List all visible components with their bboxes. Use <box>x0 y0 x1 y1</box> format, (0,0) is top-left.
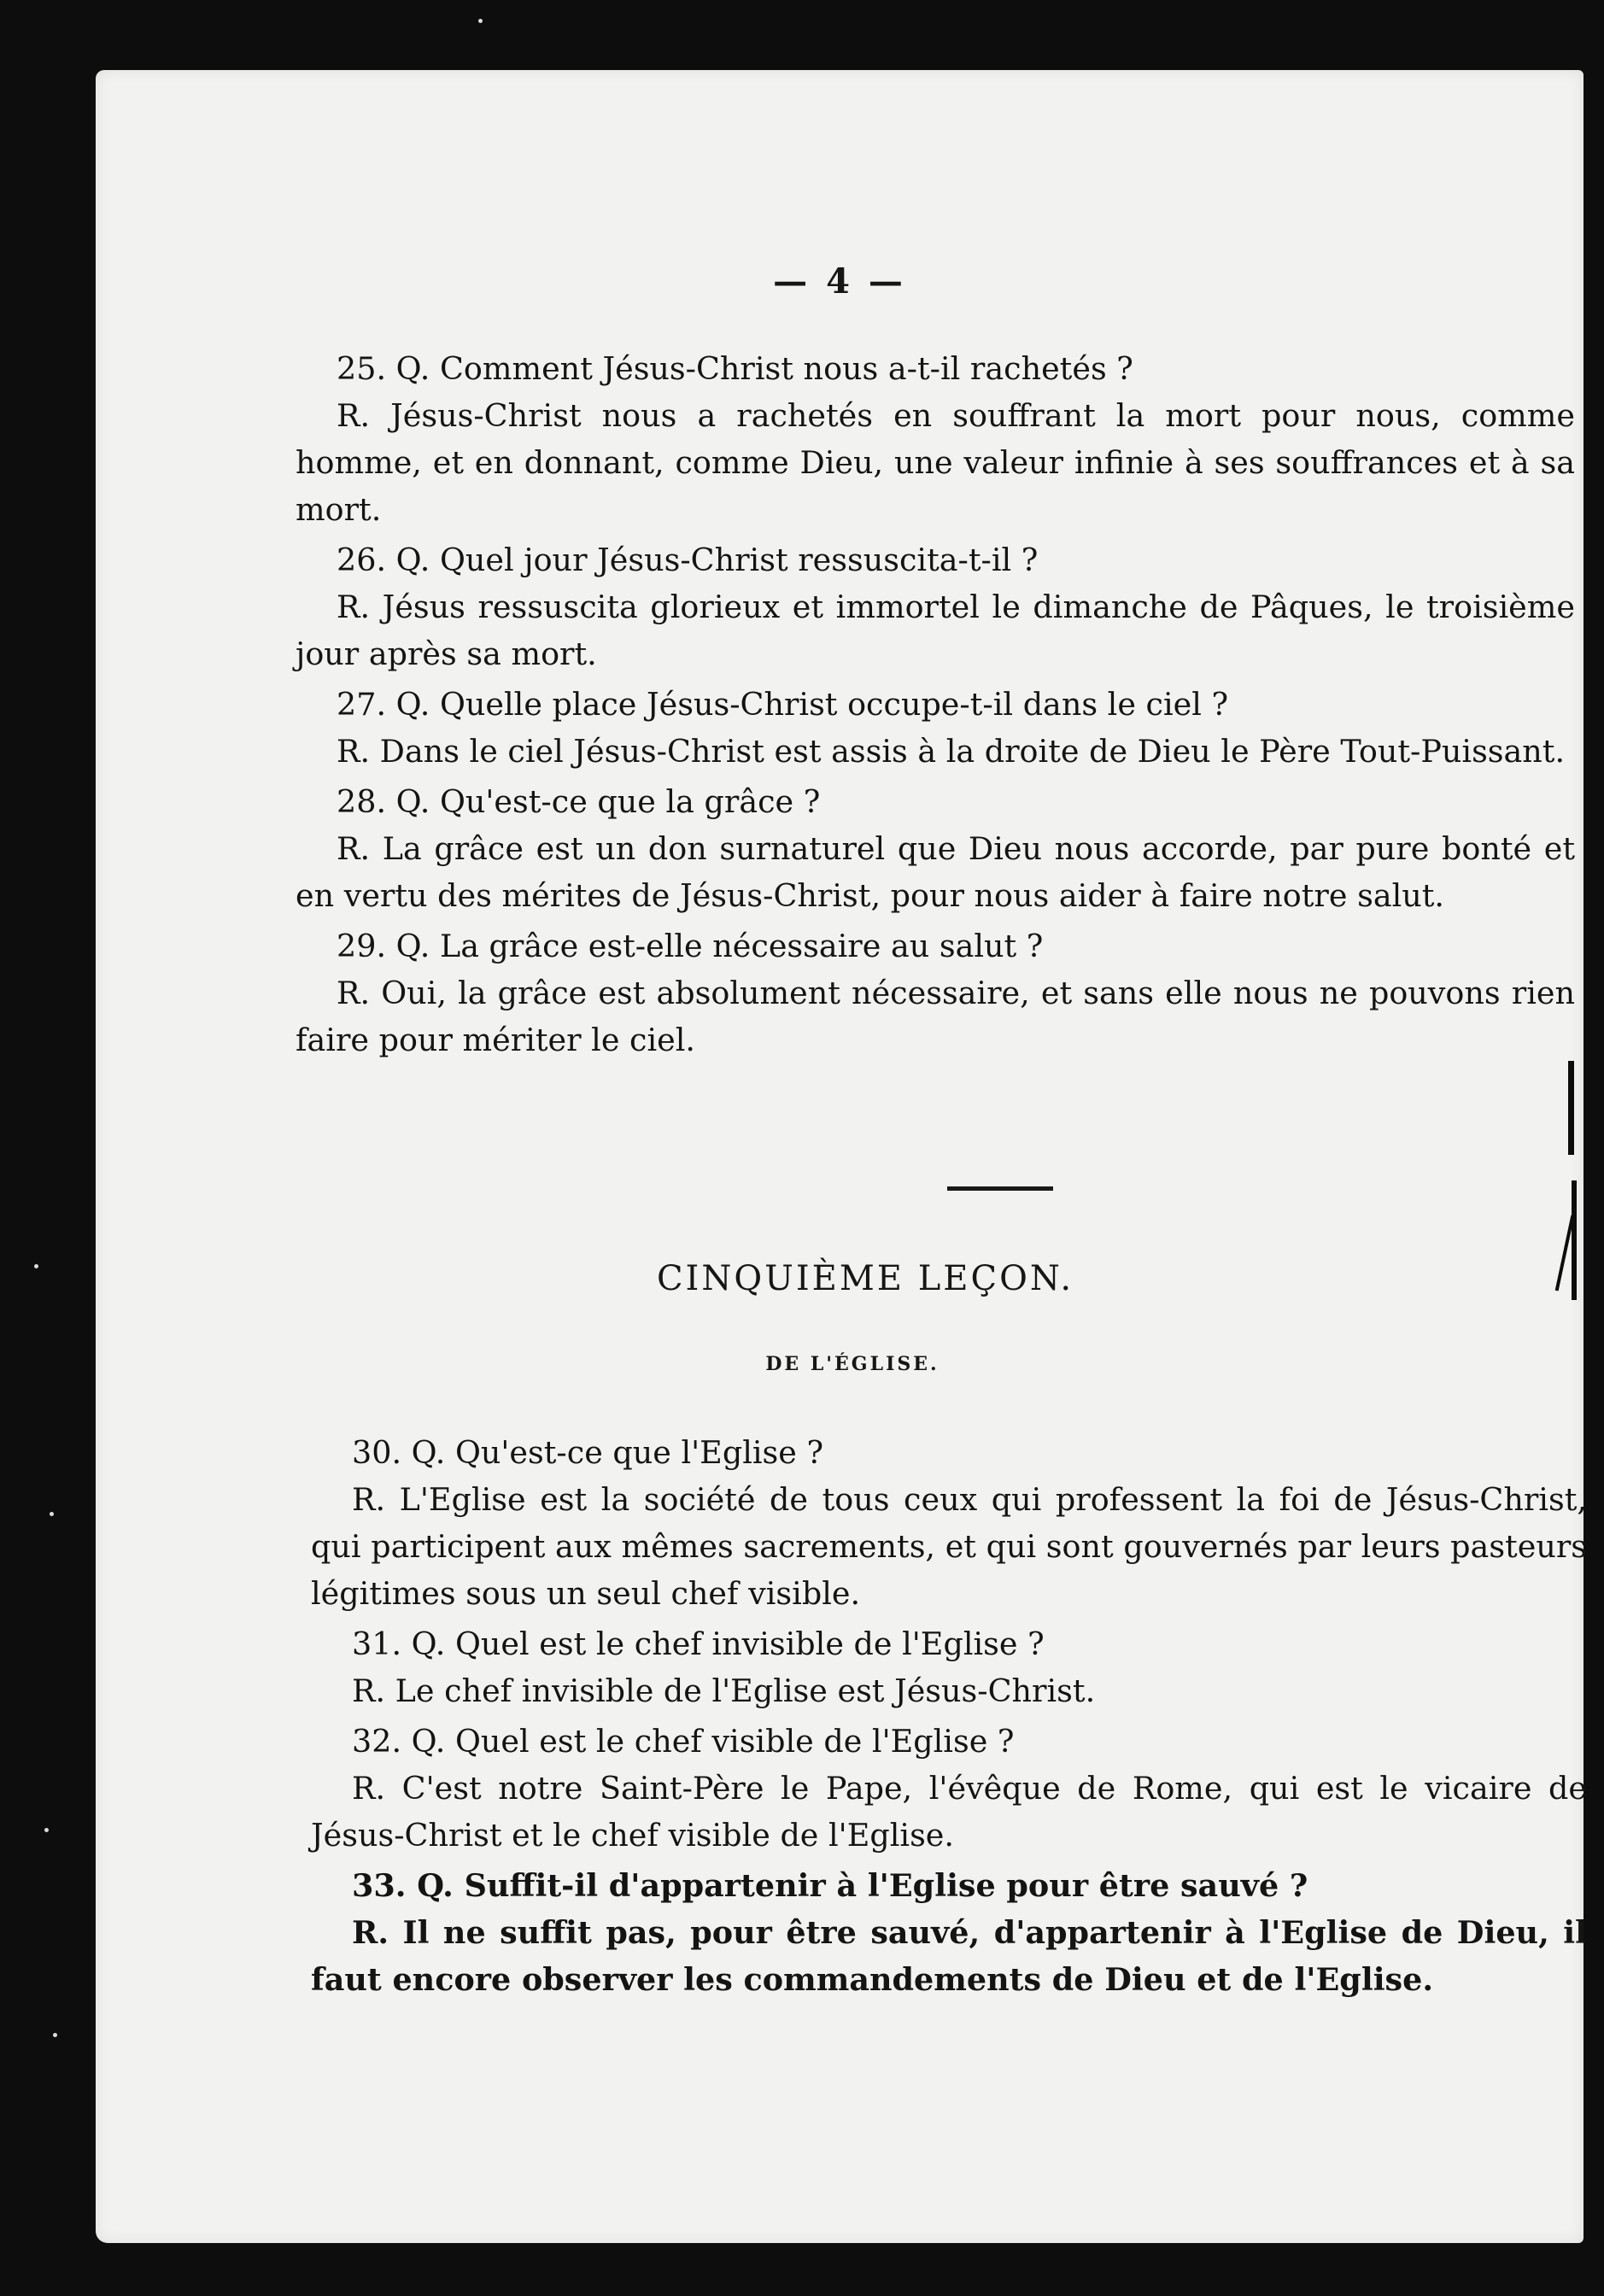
margin-mark <box>1568 1061 1574 1155</box>
answer-29: R. Oui, la grâce est absolument nécessaire, et sans elle nous ne pouvons rien faire pour mériter le ciel. <box>296 975 1575 1058</box>
scan-speck <box>53 2033 57 2037</box>
answer-32: R. C'est notre Saint-Père le Pape, l'évêque de Rome, qui est le vicaire de Jésus-Christ et le chef visible de l'Eglise. <box>311 1770 1587 1854</box>
scan-speck <box>34 1264 38 1268</box>
answer-26: R. Jésus ressuscita glorieux et immortel le dimanche de Pâques, le troisième jour après sa mort. <box>296 589 1575 672</box>
question-25: 25. Q. Comment Jésus-Christ nous a-t-il rachetés ? <box>337 350 1133 387</box>
question-33: 33. Q. Suffit-il d'appartenir à l'Eglise pour être sauvé ? <box>352 1867 1308 1904</box>
answer-31: R. Le chef invisible de l'Eglise est Jésus-Christ. <box>352 1672 1096 1709</box>
lesson-subheading: DE L'ÉGLISE. <box>765 1353 940 1375</box>
margin-mark <box>1572 1180 1577 1300</box>
answer-25: R. Jésus-Christ nous a rachetés en souffrant la mort pour nous, comme homme, et en donnant, comme Dieu, une valeur infinie à ses souffrances et à sa mort. <box>296 397 1575 528</box>
question-29: 29. Q. La grâce est-elle nécessaire au salut ? <box>337 928 1044 964</box>
book-page <box>96 70 1587 2243</box>
section-divider <box>947 1186 1053 1191</box>
answer-28: R. La grâce est un don surnaturel que Dieu nous accorde, par pure bonté et en vertu des mérites de Jésus-Christ, pour nous aider à faire notre salut. <box>296 830 1575 914</box>
question-26: 26. Q. Quel jour Jésus-Christ ressuscita-t-il ? <box>337 542 1039 578</box>
answer-33: R. Il ne suffit pas, pour être sauvé, d'appartenir à l'Eglise de Dieu, il faut encore observer les commandements de Dieu et de l'Eglise. <box>311 1914 1587 1998</box>
lesson-heading: CINQUIÈME LEÇON. <box>656 1259 1074 1298</box>
scan-speck <box>50 1512 54 1516</box>
question-31: 31. Q. Quel est le chef invisible de l'Eglise ? <box>352 1625 1045 1662</box>
answer-27: R. Dans le ciel Jésus-Christ est assis à la droite de Dieu le Père Tout-Puissant. <box>337 733 1566 770</box>
qa-section-grace <box>296 342 1575 1063</box>
question-32: 32. Q. Quel est le chef visible de l'Eglise ? <box>352 1723 1015 1760</box>
page-number: — 4 — <box>773 261 906 302</box>
question-27: 27. Q. Quelle place Jésus-Christ occupe-t-il dans le ciel ? <box>337 686 1229 723</box>
question-30: 30. Q. Qu'est-ce que l'Eglise ? <box>352 1434 824 1471</box>
scan-speck <box>44 1828 49 1832</box>
question-28: 28. Q. Qu'est-ce que la grâce ? <box>337 783 821 820</box>
qa-section-church <box>311 1426 1587 2003</box>
answer-30: R. L'Eglise est la société de tous ceux qui professent la foi de Jésus-Christ, qui participent aux mêmes sacrements, et qui sont gouvernés par leurs pasteurs légitimes sous un seul chef visible. <box>311 1481 1587 1612</box>
scan-speck <box>478 19 483 23</box>
